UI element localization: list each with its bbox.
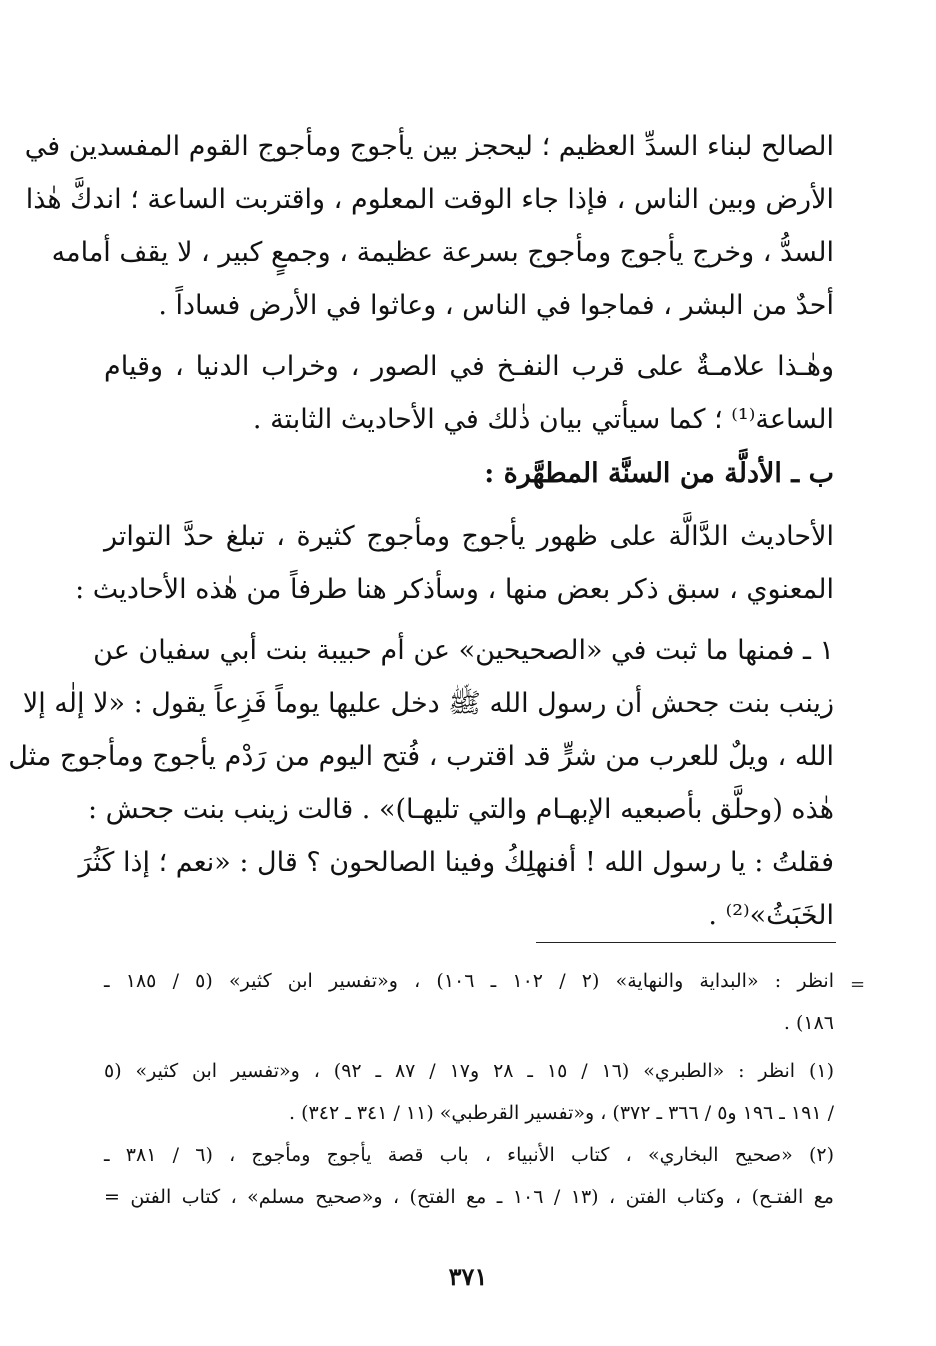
text-line: الأحاديث الدَّالَّة على ظهور يأجوج ومأجوج كثيرة ، تبلغ حدَّ التواتر [104, 521, 834, 552]
footnote-continuation-mark: = [850, 974, 866, 995]
text-line: فقلتُ : يا رسول الله ! أفنهلِكُ وفينا الصالحون ؟ قال : «نعم ؛ إذا كَثُرَ [78, 847, 834, 878]
text-line: السدُّ ، وخرج يأجوج ومأجوج بسرعة عظيمة ، وجمعٍ كبير ، لا يقف أمامه [51, 237, 834, 268]
text-line: الأرض وبين الناس ، فإذا جاء الوقت المعلوم ، واقتربت الساعة ؛ اندكَّ هٰذا [25, 184, 834, 215]
footnote-separator [536, 942, 836, 943]
text-line: المعنوي ، سبق ذكر بعض منها ، وسأذكر هنا طرفاً من هٰذه الأحاديث : [75, 574, 834, 605]
text-line: الخَبَثُ»⁽²⁾ . [708, 900, 834, 931]
paragraph-4 [8, 624, 834, 942]
section-heading: ب ـ الأدلَّة من السنَّة المطهَّرة : [484, 458, 834, 489]
text-line: وهٰـذا علامـةٌ على قرب النفـخ في الصور ، وخراب الدنيا ، وقيام [104, 351, 834, 382]
page-number: ٣٧١ [448, 1262, 488, 1291]
footnote-line: ١٨٦) . [783, 1012, 834, 1034]
text-line: الله ، ويلٌ للعرب من شرٍّ قد اقترب ، فُتح اليوم من رَدْم يأجوج ومأجوج مثل [8, 741, 834, 772]
footnote-line: / ١٩١ ـ ١٩٦ و٥ / ٣٦٦ ـ ٣٧٢) ، و«تفسير القرطبي» (١١ / ٣٤١ ـ ٣٤٢) . [289, 1102, 834, 1124]
paragraph-3 [75, 510, 834, 616]
footnote-1 [104, 1050, 834, 1134]
main-text [8, 120, 834, 942]
footnotes [104, 960, 834, 1218]
footnote-2 [104, 1134, 834, 1218]
text-line: ١ ـ فمنها ما ثبت في «الصحيحين» عن أم حبيبة بنت أبي سفيان عن [93, 635, 834, 666]
paragraph-2 [104, 340, 834, 446]
text-line: زينب بنت جحش أن رسول الله ﷺ دخل عليها يوماً فَزِعاً يقول : «لا إلٰه إلا [22, 688, 834, 719]
footnote-line: مع الفتـح) ، وكتاب الفتن ، (١٣ / ١٠٦ ـ مع الفتح) ، و«صحيح مسلم» ، كتاب الفتن = [104, 1186, 834, 1208]
text-line: الساعة⁽¹⁾ ؛ كما سيأتي بيان ذٰلك في الأحاديث الثابتة . [252, 404, 834, 435]
text-line: أحدٌ من البشر ، فماجوا في الناس ، وعاثوا في الأرض فساداً . [158, 290, 834, 321]
text-line: الصالح لبناء السدِّ العظيم ؛ ليحجز بين يأجوج ومأجوج القوم المفسدين في [24, 131, 834, 162]
footnote-line: انظر : «البداية والنهاية» (٢ / ١٠٢ ـ ١٠٦) ، و«تفسير ابن كثير» (٥ / ١٨٥ ـ [104, 970, 834, 992]
footnote-continued [104, 960, 834, 1044]
text-line: هٰذه (وحلَّق بأصبعيه الإبهـام والتي تليهـا)» . قالت زينب بنت جحش : [88, 794, 834, 825]
footnote-line: (١) انظر : «الطبري» (١٦ / ١٥ ـ ٢٨ و١٧ / ٨٧ ـ ٩٢) ، و«تفسير ابن كثير» (٥ [104, 1060, 835, 1082]
paragraph-1 [24, 120, 834, 332]
footnote-line: (٢) «صحيح البخاري» ، كتاب الأنبياء ، باب قصة يأجوج ومأجوج ، (٦ / ٣٨١ ـ [104, 1144, 835, 1166]
